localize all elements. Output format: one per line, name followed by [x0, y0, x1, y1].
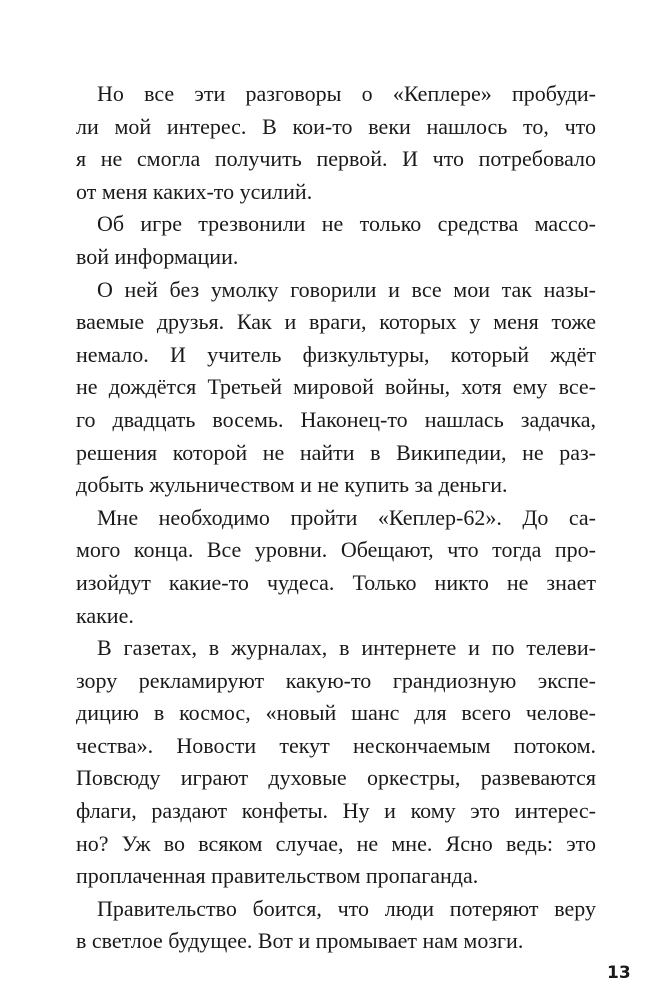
text-line: ваемые друзья. Как и враги, которых у меня тоже: [76, 309, 596, 335]
text-line: мого конца. Все уровни. Обещают, что тогда про-: [76, 537, 596, 563]
text-line: немало. И учитель физкультуры, который ждёт: [76, 341, 596, 367]
text-line: О ней без умолку говорили и все мои так назы-: [97, 276, 596, 302]
text-line: не дождётся Третьей мировой войны, хотя ему все-: [76, 374, 596, 400]
body-text: [76, 78, 596, 958]
paragraph: [76, 893, 596, 958]
text-line: проплаченная правительством пропаганда.: [76, 863, 479, 889]
page-number: 13: [607, 963, 631, 983]
text-line: решения которой не найти в Википедии, не раз-: [76, 439, 596, 465]
text-line: флаги, раздают конфеты. Ну и кому это интерес-: [76, 798, 596, 824]
paragraph: [76, 78, 596, 208]
text-line: Но все эти разговоры о «Кеплере» пробуди-: [97, 81, 596, 106]
text-line: вой информации.: [76, 243, 239, 269]
text-line: добыть жульничеством и не купить за деньги.: [76, 472, 508, 498]
text-line: ли мой интерес. В кои-то веки нашлось то, что: [76, 113, 596, 139]
paragraph: [76, 502, 596, 632]
paragraph: [76, 208, 596, 273]
paragraph: [76, 274, 596, 502]
text-line: но? Уж во всяком случае, не мне. Ясно ведь: это: [76, 830, 596, 856]
text-line: В газетах, в журналах, в интернете и по телеви-: [97, 635, 596, 661]
text-line: зору рекламируют какую-то грандиозную экспе-: [76, 667, 596, 693]
text-line: Мне необходимо пройти «Кеплер-62». До са-: [97, 504, 596, 530]
text-line: от меня каких-то усилий.: [76, 178, 313, 204]
text-line: Об игре трезвонили не только средства массо-: [97, 211, 596, 237]
text-line: Правительство боится, что люди потеряют веру: [97, 895, 596, 921]
text-line: изойдут какие-то чудеса. Только никто не знает: [76, 569, 596, 595]
paragraph: [76, 632, 596, 893]
text-line: Повсюду играют духовые оркестры, развеваются: [76, 765, 596, 791]
text-line: дицию в космос, «новый шанс для всего челове-: [76, 700, 596, 726]
text-line: я не смогла получить первой. И что потребовало: [76, 146, 596, 172]
text-line: в светлое будущее. Вот и промывает нам мозги.: [76, 928, 524, 954]
text-line: го двадцать восемь. Наконец-то нашлась задачка,: [76, 406, 596, 432]
text-line: какие.: [76, 602, 134, 628]
text-line: чества». Новости текут нескончаемым потоком.: [76, 732, 596, 758]
